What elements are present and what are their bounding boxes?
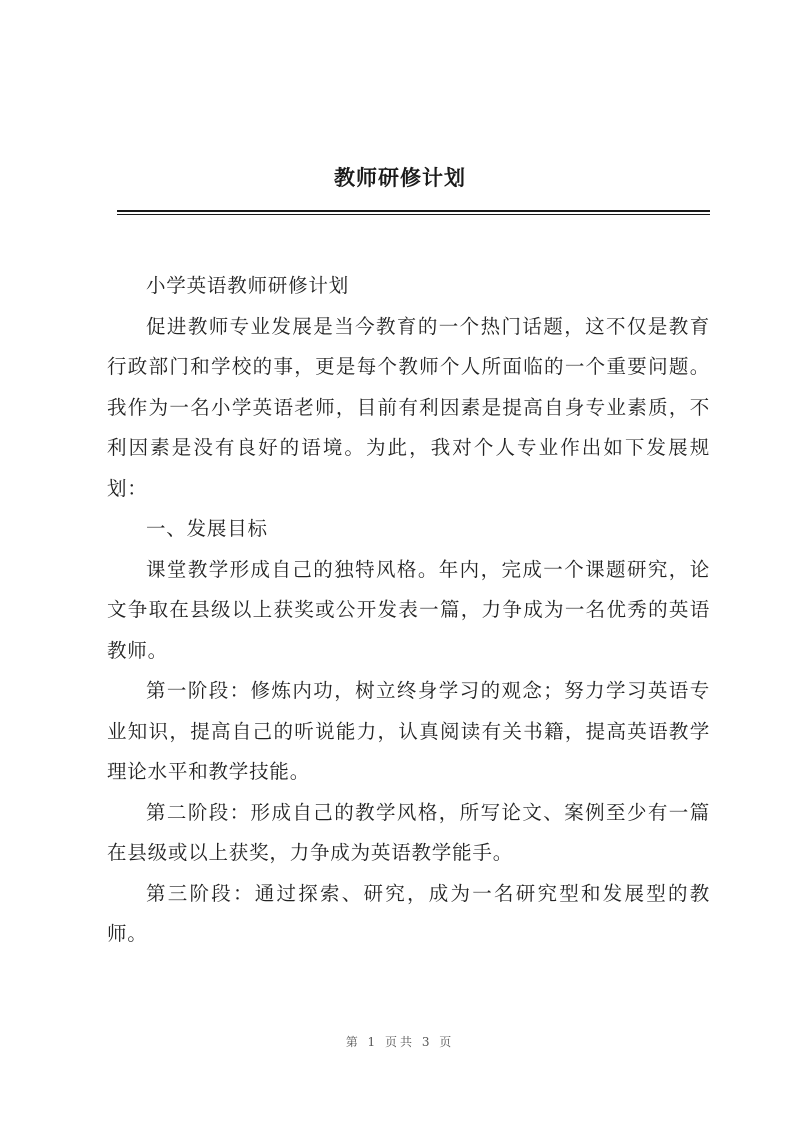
page-number-footer: 第 1 页共 3 页	[345, 1035, 455, 1049]
stage-one-paragraph: 第一阶段：修炼内功，树立终身学习的观念；努力学习英语专业知识，提高自己的听说能力，认真阅读有关书籍，提高英语教学理论水平和教学技能。	[107, 679, 710, 783]
goals-paragraph: 课堂教学形成自己的独特风格。年内，完成一个课题研究，论文争取在县级以上获奖或公开发表一篇，力争成为一名优秀的英语教师。	[107, 557, 710, 662]
document-title: 教师研修计划	[334, 166, 466, 190]
section-heading-goals: 一、发展目标	[146, 517, 268, 540]
subtitle-paragraph: 小学英语教师研修计划	[146, 274, 350, 297]
title-rule-thick	[117, 210, 710, 212]
document-body	[107, 266, 710, 955]
intro-paragraph: 促进教师专业发展是当今教育的一个热门话题，这不仅是教育行政部门和学校的事，更是每个教师个人所面临的一个重要问题。我作为一名小学英语老师，目前有利因素是提高自身专业素质，不利因素是没有良好的语境。为此，我对个人专业作出如下发展规划：	[107, 314, 710, 500]
title-rule-thin	[117, 214, 710, 215]
stage-two-paragraph: 第二阶段：形成自己的教学风格，所写论文、案例至少有一篇在县级或以上获奖，力争成为英语教学能手。	[107, 800, 710, 864]
stage-three-paragraph: 第三阶段：通过探索、研究，成为一名研究型和发展型的教师。	[107, 881, 710, 945]
